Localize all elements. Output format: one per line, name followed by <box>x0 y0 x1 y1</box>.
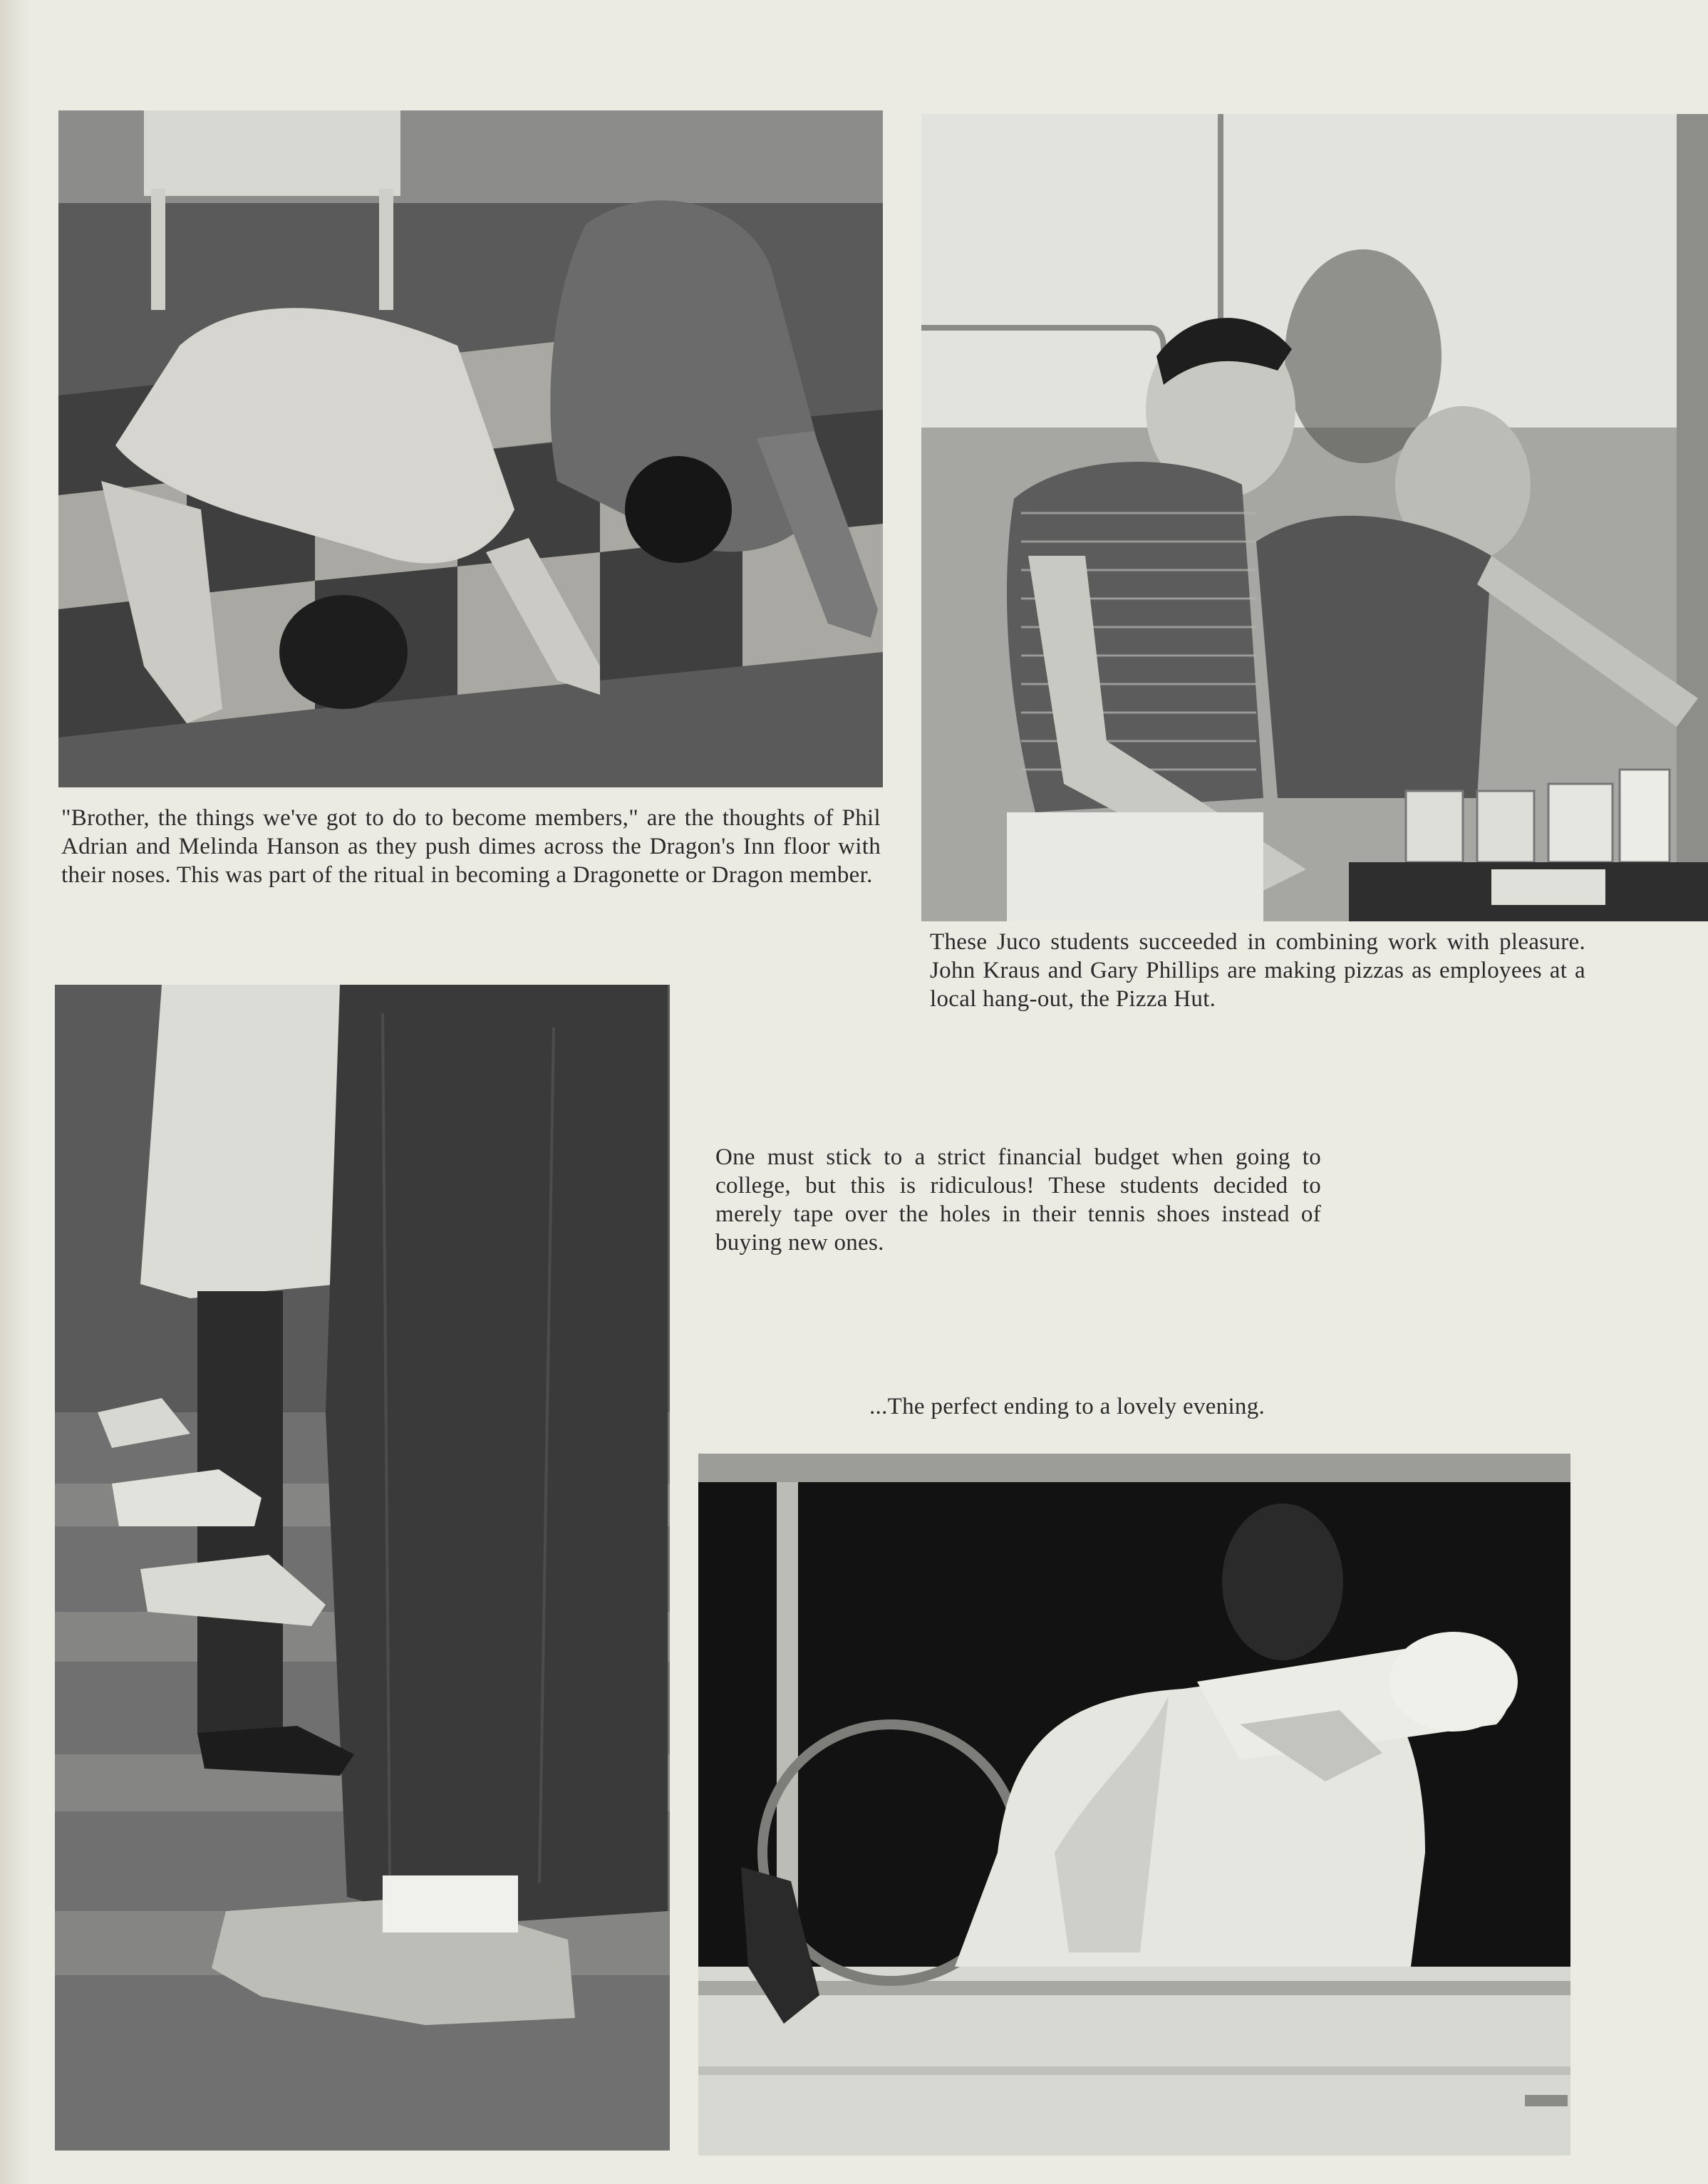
caption-pushing-dimes: "Brother, the things we've got to do to become members," are the thoughts of Phil Adrian and Melinda Hanson as they push dimes across the Dragon's Inn floor with their noses. This was part of the ritual in becoming a Dragonette or Dragon member. <box>61 805 881 888</box>
photo-evening <box>698 1454 1570 2155</box>
caption-pizza-hut: These Juco students succeeded in combining work with pleasure. John Kraus and Gary Phillips are making pizzas as employees at a local hang-out, the Pizza Hut. <box>930 929 1585 1012</box>
caption-tennis-shoes: One must stick to a strict financial budget when going to college, but this is ridiculous! These students decided to merely tape over the holes in their tennis shoes instead of buying new ones. <box>715 1144 1321 1256</box>
page-binding-edge <box>0 0 29 2184</box>
photo-pushing-dimes <box>58 110 883 787</box>
caption-evening: ...The perfect ending to a lovely evening. <box>869 1394 1266 1419</box>
photo-tennis-shoes <box>55 985 670 2151</box>
photo-pizza-hut <box>921 114 1708 921</box>
